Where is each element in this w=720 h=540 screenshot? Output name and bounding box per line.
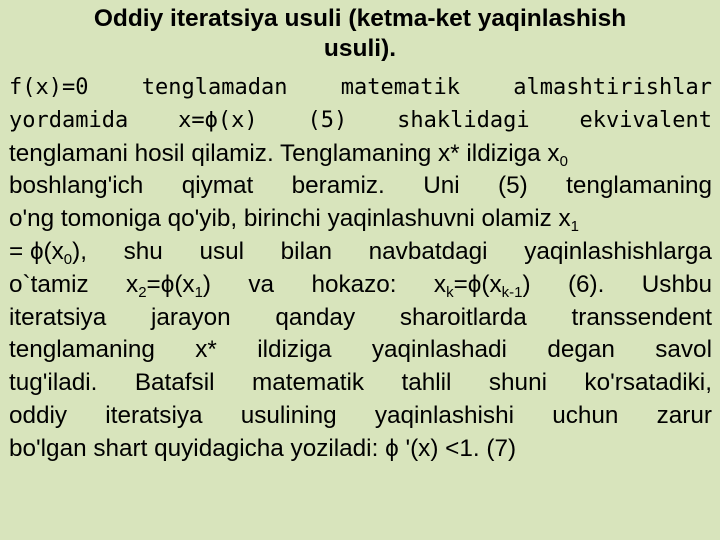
body-word: usulining [240,401,337,429]
body-word: savol [655,336,712,364]
body-word: o`tamiz [9,270,89,298]
body-word: tenglamaning [566,172,712,200]
body-word: yordamida [9,107,129,133]
body-line-7 [9,269,712,302]
body-line-11 [9,400,712,433]
subscript: k-1 [501,283,523,301]
body-line-5 [9,203,712,236]
body-word: shu [123,237,163,265]
body-word: usul [199,237,245,265]
title-line-2: usuli). [323,35,397,62]
formula-part: x [126,270,139,298]
body-word: (5) [307,107,348,133]
body-word: tenglamaning [9,336,155,364]
body-word: iteratsiya [9,303,107,331]
body-text: tenglamani hosil qilamiz. Tenglamaning x* ildiziga x [9,139,560,167]
slide-title [10,4,710,64]
body-line-3 [9,138,712,171]
body-word: sharoitlarda [399,303,527,331]
formula-part: =ϕ(x [453,270,502,298]
formula-part: ) [522,270,531,298]
body-word: oddiy [9,401,68,429]
body-word: ko'rsatadiki, [584,369,712,397]
body-word: ekvivalent [579,107,712,133]
body-line-10 [9,367,712,400]
body-line-12: bo'lgan shart quyidagicha yoziladi: ϕ '(x) <1. (7) [9,434,517,462]
body-word: hokazo: [311,270,397,298]
body-word: qiymat [181,172,254,200]
body-word: va [248,270,275,298]
body-word: (5) [498,172,528,200]
formula-part: = ϕ(x [9,237,64,265]
formula-part: =ϕ(x [146,270,195,298]
body-word: x=ϕ(x) [178,107,258,133]
body-word: almashtirishlar [513,75,712,100]
subscript: k [446,283,454,301]
formula-part: x [433,270,447,298]
body-word: bilan [280,237,333,265]
body-line-9 [9,334,712,367]
body-word: x* [195,336,217,364]
subscript: 1 [570,218,580,236]
body-text: o'ng tomoniga qo'yib, birinchi yaqinlashuvni olamiz x [9,205,571,233]
formula-part: ), [72,237,87,265]
body-word: transsendent [571,303,712,331]
body-word: yaqinlashishlarga [524,237,712,265]
body-word: uchun [552,401,619,429]
body-line-8 [9,302,712,335]
body-word: navbatdagi [368,237,488,265]
body-word: boshlang'ich [9,172,144,200]
body-word: f(x)=0 [9,75,89,100]
formula [9,236,87,269]
subscript: 2 [138,283,147,301]
body-word: matematik [251,369,365,397]
body-word: Batafsil [134,369,215,397]
body-word: (6). [567,270,605,298]
formula-part: ) [202,270,212,298]
body-line-4 [9,170,712,203]
body-word: iteratsiya [105,401,203,429]
subscript: 1 [194,283,203,301]
body-word: qanday [275,303,356,331]
body-word: shuni [488,369,547,397]
body-paragraph [9,72,712,466]
body-word: tenglamadan [141,75,288,100]
body-word: ildiziga [257,336,332,364]
body-word: jarayon [150,303,231,331]
formula [434,269,531,302]
body-line-1 [9,72,712,105]
body-word: tug'iladi. [9,369,98,397]
body-word: shaklidagi [397,107,530,133]
body-word: tahlil [401,369,452,397]
body-word: beramiz. [291,172,385,200]
body-word: Uni [423,172,460,200]
subscript: 0 [559,152,568,170]
body-word: yaqinlashishi [374,401,514,429]
body-word: yaqinlashadi [371,336,507,364]
body-word: degan [547,336,615,364]
formula [126,269,211,302]
body-word: zarur [656,401,712,429]
body-word: matematik [340,75,460,100]
body-line-2 [9,105,712,138]
body-line-6 [9,236,712,269]
body-word: Ushbu [641,270,712,298]
title-line-1: Oddiy iteratsiya usuli (ketma-ket yaqinlashish [93,5,627,32]
subscript: 0 [63,250,73,268]
